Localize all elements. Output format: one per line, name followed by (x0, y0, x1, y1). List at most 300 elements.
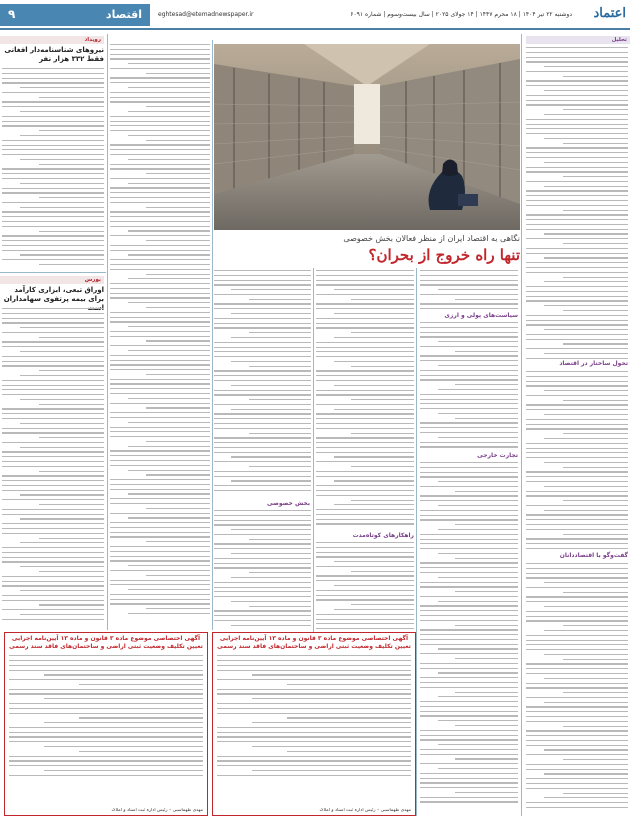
text-line (420, 370, 518, 371)
text-line (420, 782, 518, 783)
text-line (110, 393, 210, 394)
text-line (563, 310, 628, 311)
text-line (249, 433, 311, 434)
text-line (526, 788, 628, 789)
text-line (20, 135, 104, 136)
text-line (110, 264, 210, 265)
text-line (544, 749, 628, 750)
text-line (420, 360, 518, 361)
text-line (316, 575, 414, 576)
text-line (420, 739, 518, 740)
text-line (420, 763, 518, 764)
text-line (20, 351, 104, 352)
text-line (9, 689, 203, 690)
text-line (2, 341, 104, 342)
text-line (128, 135, 210, 136)
text-line (214, 284, 311, 285)
text-line (2, 389, 104, 390)
text-line (455, 558, 518, 559)
text-line (526, 272, 628, 273)
text-line (526, 61, 628, 62)
text-line (128, 446, 210, 447)
text-line (128, 422, 210, 423)
text-line (316, 523, 414, 524)
page-header (0, 0, 630, 30)
text-line (20, 399, 104, 400)
text-line (249, 366, 311, 367)
text-line (316, 566, 414, 567)
text-line (351, 366, 414, 367)
text-line (2, 380, 104, 381)
text-line (455, 384, 518, 385)
text-line (316, 356, 414, 357)
text-line (316, 628, 414, 629)
text-line (110, 364, 210, 365)
text-line (2, 609, 104, 610)
text-line (334, 609, 414, 610)
text-line (563, 243, 628, 244)
section-email[interactable]: eghtesad@etemadnewspaper.ir (158, 11, 254, 18)
text-line (2, 173, 104, 174)
text-line (351, 571, 414, 572)
text-line (455, 792, 518, 793)
text-line (146, 106, 210, 107)
text-line (110, 221, 210, 222)
right-column-subhead-1: تحول ساختار در اقتصاد (559, 360, 628, 367)
text-line (214, 375, 311, 376)
text-line (214, 524, 311, 525)
text-line (526, 568, 628, 569)
text-line (110, 77, 210, 78)
text-line (2, 547, 104, 548)
text-line (563, 400, 628, 401)
text-line (526, 740, 628, 741)
text-line (420, 682, 518, 683)
text-line (351, 500, 414, 501)
text-line (316, 428, 414, 429)
text-line (420, 715, 518, 716)
text-line (526, 577, 628, 578)
text-line (2, 216, 104, 217)
text-line (231, 409, 311, 410)
ad-signature: مهدی طهماسبی – رئیس اداره ثبت اسناد و املاک (319, 808, 411, 813)
text-line (217, 693, 411, 694)
text-line (420, 500, 518, 501)
text-line (110, 336, 210, 337)
text-line (420, 730, 518, 731)
text-line (110, 321, 210, 322)
text-line (526, 224, 628, 225)
text-line (526, 640, 628, 641)
text-line (438, 289, 518, 290)
text-line (438, 648, 518, 649)
center-col-d-text (110, 44, 210, 624)
text-line (334, 561, 414, 562)
text-line (9, 679, 203, 680)
text-line (9, 736, 203, 737)
text-line (214, 591, 311, 592)
text-line (110, 503, 210, 504)
text-line (214, 620, 311, 621)
text-line (563, 726, 628, 727)
text-line (526, 71, 628, 72)
text-line (334, 456, 414, 457)
text-line (526, 358, 628, 359)
text-line (544, 162, 628, 163)
text-line (39, 604, 104, 605)
story2-title: اوراق تبعی، ابزاری کارآمد برای بیمه پرتفوی سهامداران (3, 286, 104, 303)
text-line (2, 245, 104, 246)
text-line (420, 510, 518, 511)
text-line (526, 128, 628, 129)
text-line (110, 317, 210, 318)
text-line (2, 308, 104, 309)
text-line (110, 245, 210, 246)
text-line (526, 706, 628, 707)
text-line (252, 722, 411, 723)
text-line (2, 192, 104, 193)
text-line (2, 82, 104, 83)
text-line (526, 229, 628, 230)
text-line (316, 270, 414, 271)
text-line (526, 769, 628, 770)
text-line (20, 614, 104, 615)
text-line (316, 614, 414, 615)
text-line (351, 299, 414, 300)
text-line (544, 186, 628, 187)
text-line (110, 412, 210, 413)
text-line (214, 356, 311, 357)
text-line (316, 452, 414, 453)
text-line (316, 308, 414, 309)
text-line (420, 610, 518, 611)
text-line (544, 510, 628, 511)
center-col-a-text-2 (420, 462, 518, 812)
text-line (287, 684, 411, 685)
text-line (420, 336, 518, 337)
text-line (128, 183, 210, 184)
text-line (110, 82, 210, 83)
text-line (110, 369, 210, 370)
text-line (420, 687, 518, 688)
text-line (20, 111, 104, 112)
text-line (2, 221, 104, 222)
text-line (420, 634, 518, 635)
text-line (39, 231, 104, 232)
text-line (526, 248, 628, 249)
text-line (544, 305, 628, 306)
text-line (44, 674, 203, 675)
text-line (351, 466, 414, 467)
text-line (146, 441, 210, 442)
text-line (214, 520, 311, 521)
text-line (2, 140, 104, 141)
text-line (420, 303, 518, 304)
center-col-b-text-1 (316, 270, 414, 530)
text-line (526, 262, 628, 263)
column-rule (521, 34, 522, 816)
text-line (526, 181, 628, 182)
legal-notice-ad-2 (212, 632, 416, 816)
text-line (39, 437, 104, 438)
text-line (526, 529, 628, 530)
text-line (526, 802, 628, 803)
text-line (110, 97, 210, 98)
text-line (563, 143, 628, 144)
text-line (526, 711, 628, 712)
right-column-subhead-2: گفت‌وگو با اقتصاددانان (559, 552, 628, 559)
text-line (20, 590, 104, 591)
text-line (316, 280, 414, 281)
text-line (9, 713, 203, 714)
text-line (316, 485, 414, 486)
text-line (526, 716, 628, 717)
text-line (231, 385, 311, 386)
page-number: ۹ (8, 7, 16, 21)
text-line (526, 395, 628, 396)
text-line (252, 674, 411, 675)
text-line (563, 534, 628, 535)
text-line (9, 760, 203, 761)
text-line (214, 323, 311, 324)
text-line (420, 442, 518, 443)
text-line (110, 360, 210, 361)
text-line (420, 663, 518, 664)
text-line (214, 294, 311, 295)
text-line (110, 49, 210, 50)
text-line (249, 399, 311, 400)
text-line (9, 693, 203, 694)
text-line (110, 54, 210, 55)
text-line (526, 291, 628, 292)
text-line (217, 765, 411, 766)
text-line (146, 240, 210, 241)
text-line (128, 613, 210, 614)
text-line (420, 486, 518, 487)
text-line (9, 708, 203, 709)
text-line (526, 152, 628, 153)
text-line (526, 214, 628, 215)
text-line (20, 494, 104, 495)
text-line (316, 351, 414, 352)
text-line (420, 408, 518, 409)
text-line (20, 375, 104, 376)
text-line (128, 589, 210, 590)
text-line (2, 73, 104, 74)
text-line (110, 250, 210, 251)
text-line (563, 76, 628, 77)
text-line (110, 522, 210, 523)
text-line (110, 551, 210, 552)
text-line (2, 533, 104, 534)
text-line (214, 548, 311, 549)
text-line (438, 672, 518, 673)
text-line (110, 144, 210, 145)
text-line (526, 519, 628, 520)
text-line (316, 556, 414, 557)
text-line (526, 635, 628, 636)
text-line (316, 623, 414, 624)
text-line (526, 735, 628, 736)
text-line (438, 341, 518, 342)
text-line (2, 235, 104, 236)
text-line (526, 505, 628, 506)
text-line (146, 140, 210, 141)
text-line (146, 307, 210, 308)
text-line (2, 466, 104, 467)
text-line (252, 746, 411, 747)
text-line (128, 350, 210, 351)
text-line (110, 101, 210, 102)
text-line (455, 758, 518, 759)
text-line (2, 514, 104, 515)
text-line (334, 337, 414, 338)
text-line (214, 596, 311, 597)
text-line (110, 455, 210, 456)
text-line (420, 801, 518, 802)
text-line (544, 582, 628, 583)
text-line (110, 599, 210, 600)
text-line (214, 270, 311, 271)
text-line (146, 575, 210, 576)
text-line (420, 399, 518, 400)
text-line (110, 288, 210, 289)
text-line (526, 491, 628, 492)
text-line (110, 116, 210, 117)
text-line (128, 159, 210, 160)
text-line (526, 663, 628, 664)
text-line (231, 313, 311, 314)
text-line (2, 451, 104, 452)
text-line (438, 529, 518, 530)
text-line (526, 300, 628, 301)
text-line (420, 462, 518, 463)
text-line (2, 318, 104, 319)
text-line (110, 44, 210, 45)
text-line (526, 443, 628, 444)
text-line (420, 322, 518, 323)
column-rule (107, 34, 108, 630)
text-line (420, 446, 518, 447)
text-line (455, 351, 518, 352)
text-line (544, 281, 628, 282)
text-line (420, 677, 518, 678)
text-line (526, 783, 628, 784)
text-line (455, 591, 518, 592)
text-line (526, 80, 628, 81)
text-line (39, 130, 104, 131)
text-line (544, 773, 628, 774)
text-line (214, 351, 311, 352)
text-line (438, 505, 518, 506)
text-line (214, 327, 311, 328)
text-line (214, 543, 311, 544)
text-line (2, 149, 104, 150)
text-line (231, 456, 311, 457)
text-line (2, 226, 104, 227)
text-line (2, 240, 104, 241)
text-line (316, 404, 414, 405)
text-line (110, 297, 210, 298)
text-line (334, 289, 414, 290)
text-line (2, 475, 104, 476)
text-line (563, 210, 628, 211)
main-headline: تنها راه خروج از بحران؟ (368, 246, 520, 264)
text-line (110, 192, 210, 193)
text-line (420, 562, 518, 563)
text-line (544, 257, 628, 258)
text-line (526, 538, 628, 539)
text-line (214, 308, 311, 309)
text-line (526, 52, 628, 53)
text-line (252, 770, 411, 771)
text-line (110, 379, 210, 380)
text-line (128, 398, 210, 399)
text-line (420, 586, 518, 587)
text-line (2, 250, 104, 251)
text-line (420, 472, 518, 473)
text-line (334, 480, 414, 481)
story-divider (0, 272, 106, 273)
text-line (544, 66, 628, 67)
text-line (2, 585, 104, 586)
text-line (2, 154, 104, 155)
text-line (455, 524, 518, 525)
text-line (39, 164, 104, 165)
text-line (110, 259, 210, 260)
text-line (231, 553, 311, 554)
text-line (9, 741, 203, 742)
text-line (79, 717, 203, 718)
text-line (526, 348, 628, 349)
text-line (526, 385, 628, 386)
text-line (9, 655, 203, 656)
text-line (316, 370, 414, 371)
text-line (420, 375, 518, 376)
text-line (217, 741, 411, 742)
text-line (420, 706, 518, 707)
text-line (214, 534, 311, 535)
text-line (420, 275, 518, 276)
text-line (110, 149, 210, 150)
text-line (146, 207, 210, 208)
text-line (526, 452, 628, 453)
text-line (526, 133, 628, 134)
right-column-text (526, 47, 628, 359)
text-line (214, 442, 311, 443)
text-line (526, 339, 628, 340)
text-line (438, 365, 518, 366)
text-line (438, 601, 518, 602)
text-line (544, 390, 628, 391)
text-line (563, 592, 628, 593)
text-line (526, 205, 628, 206)
text-line (214, 418, 311, 419)
text-line (526, 419, 628, 420)
text-line (563, 625, 628, 626)
text-line (334, 361, 414, 362)
text-line (2, 92, 104, 93)
text-line (334, 504, 414, 505)
text-line (231, 529, 311, 530)
text-line (39, 571, 104, 572)
text-line (217, 732, 411, 733)
text-line (2, 125, 104, 126)
text-line (316, 323, 414, 324)
text-line (2, 619, 104, 620)
section-name: اقتصاد (105, 8, 142, 21)
text-line (526, 563, 628, 564)
